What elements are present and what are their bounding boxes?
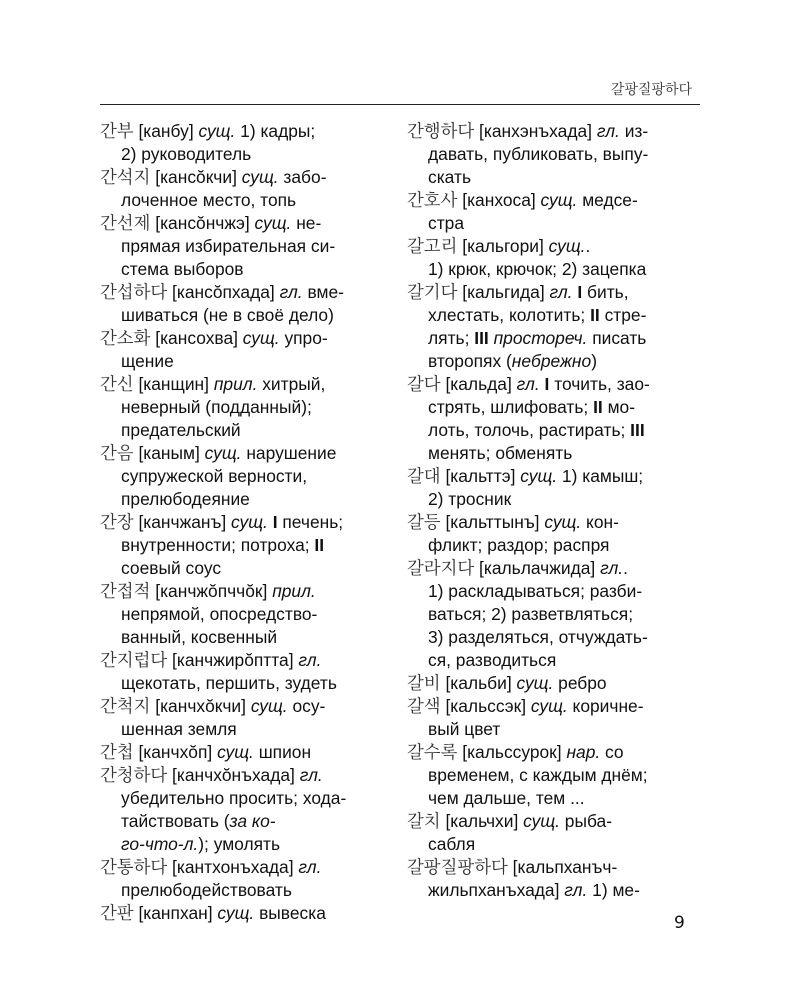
entry-text: писать bbox=[587, 328, 647, 348]
entry-continuation-line bbox=[407, 764, 700, 787]
entry-first-line bbox=[407, 741, 700, 764]
grammar-label: гл. bbox=[600, 558, 624, 578]
headword: 간척지 bbox=[100, 697, 151, 717]
entry-continuation-line bbox=[100, 350, 385, 373]
running-header: 갈팡질팡하다 bbox=[610, 82, 692, 98]
entry-first-line bbox=[407, 511, 700, 534]
entry-text: убедительно просить; хода- bbox=[121, 788, 347, 808]
headword: 간신 bbox=[100, 375, 134, 395]
entry-text: печень; bbox=[277, 512, 344, 532]
grammar-label: простореч. bbox=[493, 328, 588, 348]
entry-continuation-line bbox=[100, 419, 385, 442]
entry-first-line bbox=[407, 465, 700, 488]
entry-text: предательский bbox=[121, 420, 241, 440]
entry-text: кон- bbox=[581, 512, 619, 532]
entry-text: соевый соус bbox=[121, 558, 222, 578]
entry-text: лять; bbox=[428, 328, 475, 348]
entry-text: 1) кадры; bbox=[235, 121, 316, 141]
headword: 간청하다 bbox=[100, 766, 168, 786]
grammar-label: небрежно bbox=[511, 351, 592, 371]
entry-continuation-line bbox=[100, 143, 385, 166]
grammar-label: сущ. bbox=[254, 213, 292, 233]
entry-text: супружеской верности, bbox=[121, 466, 308, 486]
entry-text: неверный (подданный); bbox=[121, 397, 312, 417]
entry-text: 1) камыш; bbox=[557, 466, 644, 486]
entry-continuation-line bbox=[100, 879, 385, 902]
entry-first-line bbox=[100, 649, 385, 672]
headword: 갈등 bbox=[407, 513, 441, 533]
entry-first-line bbox=[407, 557, 700, 580]
entry-continuation-line bbox=[100, 235, 385, 258]
entry-continuation-line bbox=[407, 212, 700, 235]
entry-text: [канхэнъхада] bbox=[474, 121, 597, 141]
entry-text: ванный, косвенный bbox=[121, 627, 278, 647]
entry-text: мо- bbox=[602, 397, 635, 417]
grammar-label: прил. bbox=[213, 374, 258, 394]
entry-text: шенная земля bbox=[121, 719, 237, 739]
headword: 간통하다 bbox=[100, 858, 168, 878]
entry-text: из- bbox=[619, 121, 649, 141]
entry-continuation-line bbox=[407, 649, 700, 672]
entry-first-line bbox=[100, 511, 385, 534]
entry-text: [кансŏпхада] bbox=[167, 282, 280, 302]
sense-numeral: II bbox=[593, 397, 603, 417]
entry-text: бить, bbox=[582, 282, 629, 302]
sense-numeral: I bbox=[544, 374, 550, 394]
entry-continuation-line bbox=[100, 304, 385, 327]
headword: 간음 bbox=[100, 444, 134, 464]
headword: 갈색 bbox=[407, 697, 441, 717]
headword: 간섭하다 bbox=[100, 283, 168, 303]
entry-first-line bbox=[407, 281, 700, 304]
entry-continuation-line bbox=[100, 534, 385, 557]
entry-text: внутренности; потроха; bbox=[121, 535, 315, 555]
entry-continuation-line bbox=[407, 626, 700, 649]
headword: 간장 bbox=[100, 513, 134, 533]
grammar-label: сущ. bbox=[544, 512, 582, 532]
headword: 간접적 bbox=[100, 582, 151, 602]
entry-continuation-line bbox=[407, 488, 700, 511]
entry-continuation-line bbox=[407, 787, 700, 810]
sense-numeral: III bbox=[474, 328, 489, 348]
entry-first-line bbox=[100, 212, 385, 235]
entry-text: медсе- bbox=[577, 190, 638, 210]
grammar-label: сущ. bbox=[250, 696, 288, 716]
entry-text: упро- bbox=[279, 328, 328, 348]
entry-text: лоть, толочь, растирать; bbox=[428, 420, 631, 440]
entry-continuation-line bbox=[100, 258, 385, 281]
entry-text: [кальссурок] bbox=[457, 742, 567, 762]
grammar-label: сущ. bbox=[231, 512, 268, 532]
entry-first-line bbox=[100, 373, 385, 396]
entry-text: [канхоса] bbox=[457, 190, 541, 210]
entry-text: ваться; 2) разветвляться; bbox=[428, 604, 634, 624]
entry-continuation-line bbox=[100, 189, 385, 212]
grammar-label: сущ. bbox=[523, 811, 560, 831]
entry-text: стрять, шлифовать; bbox=[428, 397, 594, 417]
headword: 간석지 bbox=[100, 168, 151, 188]
entry-text: рыба- bbox=[559, 811, 612, 831]
grammar-label: гл. bbox=[299, 765, 323, 785]
entry-text: шпион bbox=[253, 742, 312, 762]
entry-continuation-line bbox=[407, 580, 700, 603]
headword: 갈대 bbox=[407, 467, 441, 487]
entry-text: [кальби] bbox=[440, 673, 517, 693]
entry-text: чем дальше, тем ... bbox=[428, 788, 585, 808]
entry-continuation-line bbox=[100, 672, 385, 695]
entry-text: хлестать, колотить; bbox=[428, 305, 591, 325]
entry-text: [кальттынъ] bbox=[440, 512, 545, 532]
grammar-label: сущ. bbox=[242, 328, 280, 348]
entry-text: [канчхŏнъхада] bbox=[167, 765, 300, 785]
entry-text: [кансохва] bbox=[150, 328, 243, 348]
entry-text: забо- bbox=[278, 167, 327, 187]
entry-text: вме- bbox=[302, 282, 344, 302]
entry-text: шиваться (не в своё дело) bbox=[121, 305, 334, 325]
headword: 간부 bbox=[100, 122, 134, 142]
entry-continuation-line bbox=[407, 718, 700, 741]
grammar-label: сущ. bbox=[204, 443, 242, 463]
headword: 갈치 bbox=[407, 812, 441, 832]
entry-first-line bbox=[407, 189, 700, 212]
grammar-label: го-что-л. bbox=[121, 834, 199, 854]
entry-text: осу- bbox=[287, 696, 326, 716]
grammar-label: гл. bbox=[279, 282, 303, 302]
headword: 갈수록 bbox=[407, 743, 458, 763]
entry-continuation-line bbox=[407, 304, 700, 327]
entry-text: [канчхŏп] bbox=[133, 742, 218, 762]
headword: 간첩 bbox=[100, 743, 134, 763]
entry-text: стема выборов bbox=[121, 259, 244, 279]
grammar-label: за ко- bbox=[229, 811, 276, 831]
entry-text: [канпхан] bbox=[133, 903, 218, 923]
entry-continuation-line bbox=[100, 488, 385, 511]
headword: 간행하다 bbox=[407, 122, 475, 142]
entry-text: [кальгори] bbox=[457, 236, 549, 256]
entry-text: прелюбодеяние bbox=[121, 489, 250, 509]
entry-first-line bbox=[100, 120, 385, 143]
entry-text: [кальда] bbox=[440, 374, 517, 394]
entry-text: [канчжирŏптта] bbox=[167, 650, 299, 670]
entry-text: [канбу] bbox=[133, 121, 199, 141]
sense-numeral: I bbox=[272, 512, 278, 532]
headword: 갈라지다 bbox=[407, 559, 475, 579]
entry-text: [кальгида] bbox=[457, 282, 550, 302]
entry-continuation-line bbox=[100, 626, 385, 649]
entry-continuation-line bbox=[407, 603, 700, 626]
left-column bbox=[100, 120, 385, 925]
headword: 갈비 bbox=[407, 674, 441, 694]
entry-continuation-line bbox=[100, 787, 385, 810]
entry-text: прямая избирательная си- bbox=[121, 236, 336, 256]
grammar-label: сущ. bbox=[520, 466, 558, 486]
headword: 간선제 bbox=[100, 214, 151, 234]
entry-continuation-line bbox=[407, 350, 700, 373]
entry-text: временем, с каждым днём; bbox=[428, 765, 648, 785]
entry-text: второпях ( bbox=[428, 351, 512, 371]
grammar-label: нар. bbox=[566, 742, 601, 762]
entry-first-line bbox=[100, 281, 385, 304]
grammar-label: сущ. bbox=[198, 121, 236, 141]
entry-text: менять; обменять bbox=[428, 443, 573, 463]
entry-continuation-line bbox=[407, 258, 700, 281]
entry-first-line bbox=[407, 810, 700, 833]
entry-text: скать bbox=[428, 167, 472, 187]
entry-text: стра bbox=[428, 213, 465, 233]
entry-text: лоченное место, топь bbox=[121, 190, 297, 210]
entry-first-line bbox=[100, 764, 385, 787]
grammar-label: гл. bbox=[516, 374, 540, 394]
headword: 간판 bbox=[100, 904, 134, 924]
entry-continuation-line bbox=[407, 442, 700, 465]
entry-text: [кантхонъхада] bbox=[167, 857, 299, 877]
grammar-label: сущ. bbox=[516, 673, 554, 693]
entry-continuation-line bbox=[407, 166, 700, 189]
entry-text: тайствовать ( bbox=[121, 811, 230, 831]
entry-text: вывеска bbox=[254, 903, 326, 923]
sense-numeral: II bbox=[314, 535, 325, 555]
entry-continuation-line bbox=[407, 419, 700, 442]
entry-text: коричне- bbox=[567, 696, 644, 716]
entry-first-line bbox=[100, 442, 385, 465]
entry-first-line bbox=[100, 166, 385, 189]
entry-first-line bbox=[407, 120, 700, 143]
entry-first-line bbox=[100, 580, 385, 603]
grammar-label: гл. bbox=[298, 650, 322, 670]
entry-text: 3) разделяться, отчуждать- bbox=[428, 627, 648, 647]
entry-text: [канчжŏпччŏк] bbox=[150, 581, 273, 601]
entry-continuation-line bbox=[407, 833, 700, 856]
grammar-label: сущ. bbox=[548, 236, 586, 256]
entry-text: прелюбодействовать bbox=[121, 880, 292, 900]
right-column bbox=[407, 120, 700, 902]
entry-text: [кальттэ] bbox=[440, 466, 521, 486]
entry-text: [кансŏнчжэ] bbox=[150, 213, 255, 233]
entry-text: [кальчхи] bbox=[440, 811, 524, 831]
entry-continuation-line bbox=[100, 810, 385, 833]
entry-text: щение bbox=[121, 351, 174, 371]
entry-first-line bbox=[407, 235, 700, 258]
entry-text: ребро bbox=[553, 673, 607, 693]
entry-text: [кальссэк] bbox=[440, 696, 531, 716]
entry-text: вый цвет bbox=[428, 719, 501, 739]
entry-continuation-line bbox=[407, 327, 700, 350]
entry-continuation-line bbox=[407, 143, 700, 166]
headword: 갈기다 bbox=[407, 283, 458, 303]
entry-text: щекотать, першить, зудеть bbox=[121, 673, 337, 693]
entry-first-line bbox=[100, 695, 385, 718]
entry-text: 1) ме- bbox=[587, 880, 640, 900]
grammar-label: прил. bbox=[272, 581, 316, 601]
sense-numeral: II bbox=[590, 305, 600, 325]
grammar-label: сущ. bbox=[217, 742, 254, 762]
headword: 갈팡질팡하다 bbox=[407, 858, 508, 878]
entry-continuation-line bbox=[407, 396, 700, 419]
sense-numeral: III bbox=[630, 420, 645, 440]
grammar-label: гл. bbox=[298, 857, 322, 877]
page-number: 9 bbox=[674, 913, 685, 933]
entry-text: точить, зао- bbox=[549, 374, 650, 394]
grammar-label: сущ. bbox=[540, 190, 578, 210]
entry-text: [канчжанъ] bbox=[133, 512, 232, 532]
entry-text: хитрый, bbox=[257, 374, 326, 394]
entry-first-line bbox=[407, 856, 700, 879]
entry-continuation-line bbox=[100, 603, 385, 626]
sense-numeral: I bbox=[577, 282, 583, 302]
entry-text: сабля bbox=[428, 834, 476, 854]
entry-text: жильпханъхада] bbox=[428, 880, 565, 900]
entry-continuation-line bbox=[100, 396, 385, 419]
entry-continuation-line bbox=[407, 879, 700, 902]
headword: 간소화 bbox=[100, 329, 151, 349]
entry-first-line bbox=[100, 741, 385, 764]
entry-text: со bbox=[600, 742, 624, 762]
headword: 갈다 bbox=[407, 375, 441, 395]
headword: 갈고리 bbox=[407, 237, 458, 257]
headword: 간지럽다 bbox=[100, 651, 168, 671]
header-rule bbox=[100, 104, 700, 105]
entry-text: нарушение bbox=[241, 443, 337, 463]
entry-text: [кансŏкчи] bbox=[150, 167, 242, 187]
grammar-label: сущ. bbox=[241, 167, 279, 187]
entry-text: давать, публиковать, выпу- bbox=[428, 144, 649, 164]
entry-continuation-line bbox=[407, 534, 700, 557]
entry-text: [каным] bbox=[133, 443, 205, 463]
entry-text: [канщин] bbox=[133, 374, 214, 394]
entry-text: ся, разводиться bbox=[428, 650, 557, 670]
entry-first-line bbox=[407, 373, 700, 396]
entry-text: 1) раскладываться; разби- bbox=[428, 581, 643, 601]
entry-text: . bbox=[585, 236, 591, 256]
grammar-label: сущ. bbox=[217, 903, 255, 923]
entry-text: [кальлачжида] bbox=[474, 558, 601, 578]
grammar-label: гл. bbox=[564, 880, 588, 900]
entry-text: не- bbox=[291, 213, 322, 233]
entry-text: фликт; раздор; распря bbox=[428, 535, 610, 555]
entry-text: ) bbox=[591, 351, 597, 371]
entry-first-line bbox=[100, 327, 385, 350]
entry-continuation-line bbox=[100, 718, 385, 741]
entry-text: [канчхŏкчи] bbox=[150, 696, 251, 716]
entry-first-line bbox=[407, 695, 700, 718]
entry-first-line bbox=[407, 672, 700, 695]
entry-continuation-line bbox=[100, 557, 385, 580]
entry-continuation-line bbox=[100, 465, 385, 488]
entry-text: 2) руководитель bbox=[121, 144, 252, 164]
entry-text: ); умолять bbox=[198, 834, 281, 854]
grammar-label: гл. bbox=[596, 121, 620, 141]
grammar-label: сущ. bbox=[530, 696, 568, 716]
headword: 간호사 bbox=[407, 191, 458, 211]
grammar-label: гл. bbox=[549, 282, 573, 302]
entry-first-line bbox=[100, 856, 385, 879]
entry-text: . bbox=[623, 558, 628, 578]
entry-continuation-line bbox=[100, 833, 385, 856]
entry-first-line bbox=[100, 902, 385, 925]
entry-text: непрямой, опосредство- bbox=[121, 604, 318, 624]
entry-text: [кальпханъч- bbox=[507, 857, 618, 877]
entry-text: 1) крюк, крючок; 2) зацепка bbox=[428, 259, 647, 279]
entry-text: 2) тросник bbox=[428, 489, 512, 509]
entry-text: стре- bbox=[599, 305, 647, 325]
